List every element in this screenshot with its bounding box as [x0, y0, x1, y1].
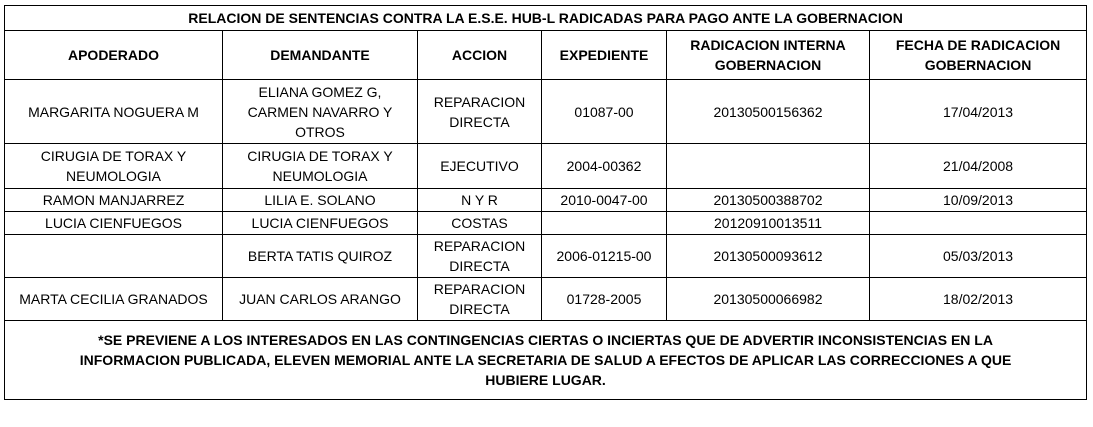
cell-accion: [418, 235, 542, 278]
cell-line: DIRECTA: [449, 301, 510, 317]
cell-line: REPARACION: [433, 93, 526, 110]
cell-line: CARMEN NAVARRO Y: [247, 103, 393, 120]
cell-line: JUAN CARLOS ARANGO: [239, 291, 401, 307]
header-apoderado: APODERADO: [5, 31, 223, 80]
header-fecha: [870, 31, 1087, 80]
cell-accion: [418, 80, 542, 144]
sentencias-table: [4, 5, 1087, 400]
footer-note: [5, 321, 1087, 400]
cell-line: MARTA CECILIA GRANADOS: [19, 291, 208, 307]
header-radicacion-line2: GOBERNACION: [714, 57, 822, 73]
table-row: [5, 235, 1087, 278]
cell-expediente: 2004-00362: [542, 144, 667, 189]
cell-apoderado: [5, 212, 223, 235]
cell-line: BERTA TATIS QUIROZ: [247, 248, 393, 264]
cell-line: LILIA E. SOLANO: [264, 192, 376, 208]
cell-line: LUCIA CIENFUEGOS: [251, 215, 389, 231]
cell-accion: [418, 144, 542, 189]
cell-line: NEUMOLOGIA: [66, 168, 161, 184]
header-fecha-line1: FECHA DE RADICACION: [895, 37, 1061, 53]
cell-line: RAMON MANJARREZ: [42, 192, 185, 208]
cell-fecha: 21/04/2008: [870, 144, 1087, 189]
cell-line: ELIANA GOMEZ G,: [258, 83, 382, 100]
cell-demandante: [223, 278, 418, 321]
cell-apoderado: [5, 235, 223, 278]
cell-radicacion: 20130500388702: [667, 189, 870, 212]
header-accion: ACCION: [418, 31, 542, 80]
cell-radicacion: 20130500066982: [667, 278, 870, 321]
cell-apoderado: [5, 80, 223, 144]
cell-line: LUCIA CIENFUEGOS: [45, 215, 182, 231]
header-radicacion: [667, 31, 870, 80]
cell-apoderado: [5, 144, 223, 189]
cell-apoderado: [5, 189, 223, 212]
cell-line: EJECUTIVO: [440, 158, 519, 174]
footer-note-line: INFORMACION PUBLICADA, ELEVEN MEMORIAL ANTE LA SECRETARIA DE SALUD A EFECTOS DE APLICAR LAS CORRECCIONES A QUE: [79, 352, 1012, 368]
cell-radicacion: 20120910013511: [667, 212, 870, 235]
cell-apoderado: [5, 278, 223, 321]
cell-expediente: [542, 212, 667, 235]
title-row: [5, 6, 1087, 31]
cell-expediente: 2006-01215-00: [542, 235, 667, 278]
cell-demandante: [223, 144, 418, 189]
cell-line: COSTAS: [451, 215, 508, 231]
header-demandante: DEMANDANTE: [223, 31, 418, 80]
cell-line: CIRUGIA DE TORAX Y: [40, 148, 187, 164]
cell-line: MARGARITA NOGUERA M: [28, 103, 199, 120]
cell-line: DIRECTA: [449, 258, 510, 274]
cell-line: CIRUGIA DE TORAX Y: [247, 148, 393, 164]
cell-demandante: [223, 80, 418, 144]
cell-fecha: [870, 212, 1087, 235]
cell-radicacion: 20130500093612: [667, 235, 870, 278]
cell-line: REPARACION: [433, 281, 526, 297]
footer-note-line: *SE PREVIENE A LOS INTERESADOS EN LAS CONTINGENCIAS CIERTAS O INCIERTAS QUE DE ADVERTIR INCONSISTENCIAS EN LA: [98, 332, 993, 348]
cell-line: OTROS: [295, 123, 345, 140]
cell-fecha: 10/09/2013: [870, 189, 1087, 212]
cell-line: N Y R: [461, 192, 498, 208]
cell-demandante: [223, 212, 418, 235]
cell-line: DIRECTA: [449, 113, 510, 130]
cell-expediente: 01087-00: [542, 80, 667, 144]
cell-line: REPARACION: [433, 238, 526, 254]
cell-accion: [418, 189, 542, 212]
table-row: [5, 189, 1087, 212]
cell-accion: [418, 212, 542, 235]
header-radicacion-line1: RADICACION INTERNA: [690, 37, 846, 53]
header-expediente: EXPEDIENTE: [542, 31, 667, 80]
cell-radicacion: [667, 144, 870, 189]
cell-accion: [418, 278, 542, 321]
cell-fecha: 17/04/2013: [870, 80, 1087, 144]
cell-expediente: 01728-2005: [542, 278, 667, 321]
cell-expediente: 2010-0047-00: [542, 189, 667, 212]
header-fecha-line2: GOBERNACION: [924, 57, 1032, 73]
cell-fecha: 18/02/2013: [870, 278, 1087, 321]
cell-line: NEUMOLOGIA: [272, 168, 368, 184]
header-row: [5, 31, 1087, 80]
table-row: [5, 80, 1087, 144]
table-row: [5, 144, 1087, 189]
footer-note-line: HUBIERE LUGAR.: [485, 372, 606, 388]
table-title: RELACION DE SENTENCIAS CONTRA LA E.S.E. HUB-L RADICADAS PARA PAGO ANTE LA GOBERNACION: [5, 6, 1087, 31]
cell-demandante: [223, 235, 418, 278]
cell-demandante: [223, 189, 418, 212]
table-row: [5, 212, 1087, 235]
cell-radicacion: 20130500156362: [667, 80, 870, 144]
cell-fecha: 05/03/2013: [870, 235, 1087, 278]
table-row: [5, 278, 1087, 321]
footer-row: [5, 321, 1087, 400]
